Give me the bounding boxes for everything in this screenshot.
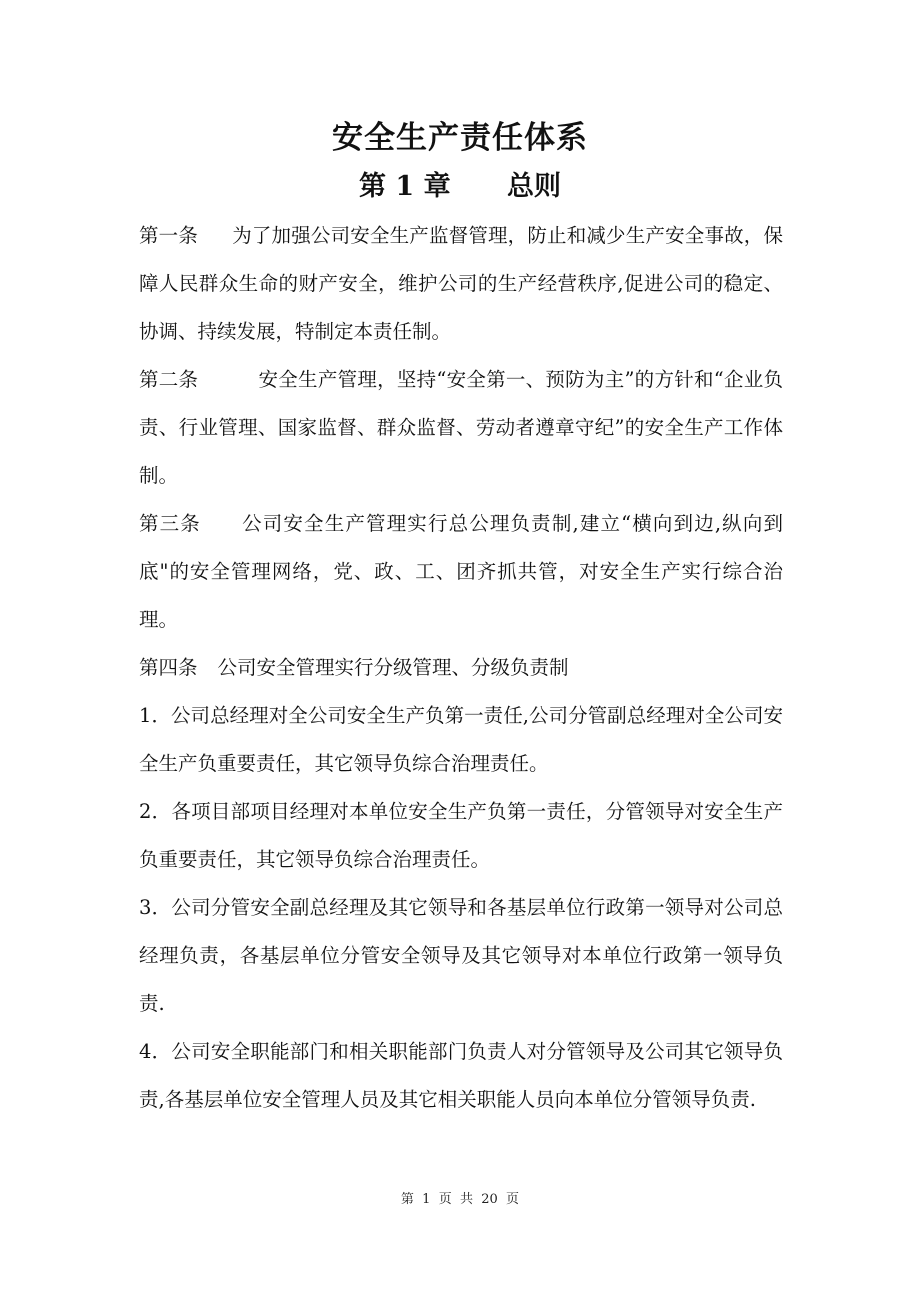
list-number: 2． xyxy=(139,800,172,823)
list-text: 公司总经理对全公司安全生产负第一责任,公司分管副总经理对全公司安全生产负重要责任，其它领导负综合治理责任。 xyxy=(139,704,783,775)
article-label: 第一条 xyxy=(139,224,199,247)
document-title: 安全生产责任体系 xyxy=(332,120,588,156)
list-text: 公司安全职能部门和相关职能部门负责人对分管领导及公司其它领导负责,各基层单位安全管理人员及其它相关职能人员向本单位分管领导负责. xyxy=(139,1040,783,1111)
article-2 xyxy=(139,356,783,500)
chapter-heading: 第 1 章 总则 xyxy=(359,171,561,202)
list-item-4 xyxy=(139,1028,783,1124)
list-item-3 xyxy=(139,884,783,1028)
list-text: 公司分管安全副总经理及其它领导和各基层单位行政第一领导对公司总经理负责，各基层单位分管安全领导及其它领导对本单位行政第一领导负责. xyxy=(139,896,783,1015)
article-text: 公司安全生产管理实行总公理负责制,建立“横向到边,纵向到底"的安全管理网络，党、政、工、团齐抓共管，对安全生产实行综合治理。 xyxy=(139,512,783,631)
article-label: 第四条 xyxy=(139,656,198,679)
page-footer: 第 1 页 共 20 页 xyxy=(400,1192,520,1207)
article-3 xyxy=(139,500,783,644)
list-number: 1． xyxy=(139,704,171,727)
list-item-2 xyxy=(139,788,783,884)
article-label: 第二条 xyxy=(139,368,199,391)
article-text: 为了加强公司安全生产监督管理，防止和减少生产安全事故，保障人民群众生命的财产安全，维护公司的生产经营秩序,促进公司的稳定、协调、持续发展，特制定本责任制。 xyxy=(139,224,783,343)
list-item-1 xyxy=(139,692,783,788)
article-4 xyxy=(139,644,783,692)
article-1 xyxy=(139,212,783,356)
article-text: 安全生产管理，坚持“安全第一、预防为主”的方针和“企业负责、行业管理、国家监督、群众监督、劳动者遵章守纪”的安全生产工作体制。 xyxy=(139,368,783,487)
list-number: 4． xyxy=(139,1040,172,1063)
list-text: 各项目部项目经理对本单位安全生产负第一责任，分管领导对安全生产负重要责任，其它领导负综合治理责任。 xyxy=(139,800,783,871)
article-label: 第三条 xyxy=(139,512,201,535)
list-number: 3． xyxy=(139,896,172,919)
document-body xyxy=(139,212,783,1124)
article-text: 公司安全管理实行分级管理、分级负责制 xyxy=(217,656,569,679)
